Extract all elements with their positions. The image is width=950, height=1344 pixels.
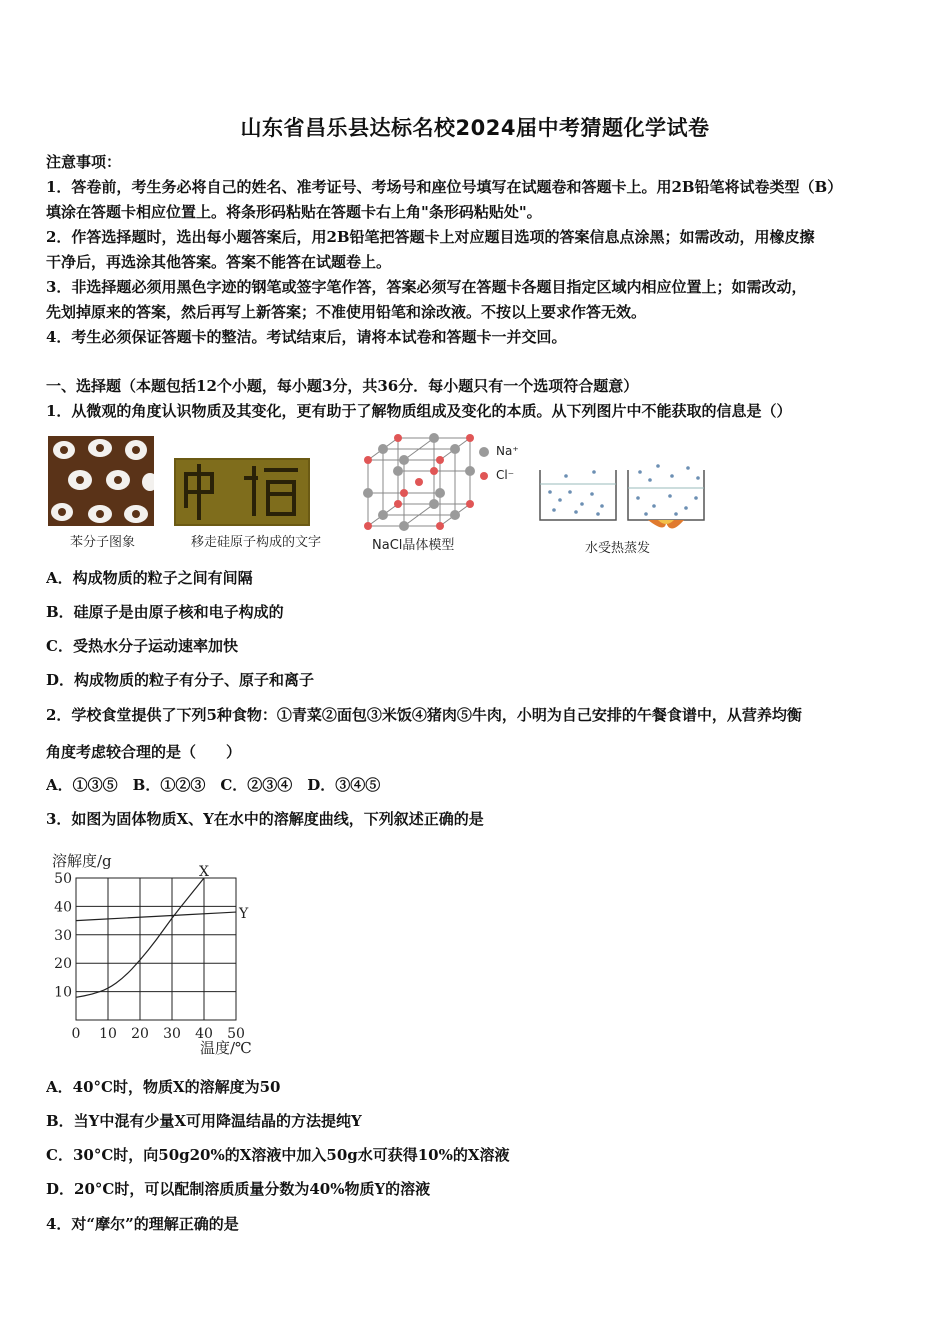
question-3-stem: 3．如图为固体物质X、Y在水中的溶解度曲线，下列叙述正确的是 (46, 810, 484, 828)
notice-line: 先划掉原来的答案，然后再写上新答案；不准使用铅笔和涂改液。不按以上要求作答无效。 (46, 303, 647, 321)
x-tick-label: 50 (227, 1026, 245, 1042)
question-4-stem: 4．对“摩尔”的理解正确的是 (46, 1215, 239, 1233)
benzene-image (48, 436, 154, 526)
question-3-option: D．20°C时，可以配制溶质质量分数为40%物质Y的溶液 (46, 1180, 431, 1198)
plot-frame (76, 878, 236, 1020)
question-1-option: B．硅原子是由原子核和电子构成的 (46, 603, 284, 621)
question-1-option: D．构成物质的粒子有分子、原子和离子 (46, 671, 315, 689)
y-tick-label: 10 (54, 984, 72, 1001)
page-title: 山东省昌乐县达标名校2024届中考猜题化学试卷 (240, 116, 710, 140)
figure-caption: 苯分子图象 (70, 535, 136, 550)
y-axis-label: 溶解度/g (52, 852, 112, 870)
x-tick-label: 10 (99, 1026, 117, 1042)
x-tick-label: 0 (71, 1026, 81, 1042)
water-evaporation-image (536, 462, 712, 536)
question-1-stem: 1．从微观的角度认识物质及其变化，更有助于了解物质组成及变化的本质。从下列图片中不能获取的信息是（） (46, 402, 792, 420)
question-3-option: C．30°C时，向50g20%的X溶液中加入50g水可获得10%的X溶液 (46, 1146, 510, 1164)
solubility-chart (48, 846, 268, 1060)
x-tick-label: 30 (163, 1026, 181, 1042)
series-line-y (76, 912, 236, 921)
x-tick-label: 40 (195, 1026, 213, 1042)
question-1-option: A．构成物质的粒子之间有间隔 (46, 569, 253, 587)
question-2-stem: 角度考虑较合理的是（ ） (46, 743, 242, 761)
y-tick-label: 50 (54, 871, 72, 887)
legend-na: Na⁺ (496, 444, 519, 458)
legend-cl: Cl⁻ (496, 468, 515, 482)
figure-caption: 移走硅原子构成的文字 (191, 535, 322, 550)
notice-heading: 注意事项： (46, 153, 122, 171)
notice-line: 4．考生必须保证答题卡的整洁。考试结束后，请将本试卷和答题卡一并交回。 (46, 328, 567, 346)
figure-caption: 水受热蒸发 (585, 541, 651, 556)
x-axis-label: 温度/℃ (200, 1039, 252, 1057)
section-heading: 一、选择题（本题包括12个小题，每小题3分，共36分．每小题只有一个选项符合题意） (46, 377, 639, 395)
notice-line: 2．作答选择题时，选出每小题答案后，用2B铅笔把答题卡上对应题目选项的答案信息点涂黑；如需改动，用橡皮擦 (46, 228, 815, 246)
question-3-option: A．40°C时，物质X的溶解度为50 (46, 1078, 281, 1096)
figure-caption: NaCl晶体模型 (372, 538, 455, 553)
notice-line: 干净后，再选涂其他答案。答案不能答在试题卷上。 (46, 253, 392, 271)
silicon-atoms-image (174, 458, 310, 526)
notice-line: 1．答卷前，考生务必将自己的姓名、准考证号、考场号和座位号填写在试题卷和答题卡上。用2B铅笔将试卷类型（B） (46, 178, 843, 196)
y-tick-label: 40 (54, 899, 72, 916)
y-tick-label: 30 (54, 927, 72, 944)
series-label-y: Y (239, 906, 249, 923)
series-label-x: X (199, 864, 209, 880)
notice-line: 填涂在答题卡相应位置上。将条形码粘贴在答题卡右上角"条形码粘贴处"。 (46, 203, 542, 221)
question-2-options: A．①③⑤ B．①②③ C．②③④ D．③④⑤ (46, 776, 381, 794)
question-1-option: C．受热水分子运动速率加快 (46, 637, 238, 655)
notice-line: 3．非选择题必须用黑色字迹的钢笔或签字笔作答，答案必须写在答题卡各题目指定区域内相应位置上；如需改动， (46, 278, 807, 296)
x-tick-label: 20 (131, 1026, 149, 1042)
question-2-stem: 2．学校食堂提供了下列5种食物：①青菜②面包③米饭④猪肉⑤牛肉，小明为自己安排的午餐食谱中，从营养均衡 (46, 706, 802, 724)
y-tick-label: 20 (54, 956, 72, 973)
question-3-option: B．当Y中混有少量X可用降温结晶的方法提纯Y (46, 1112, 362, 1130)
